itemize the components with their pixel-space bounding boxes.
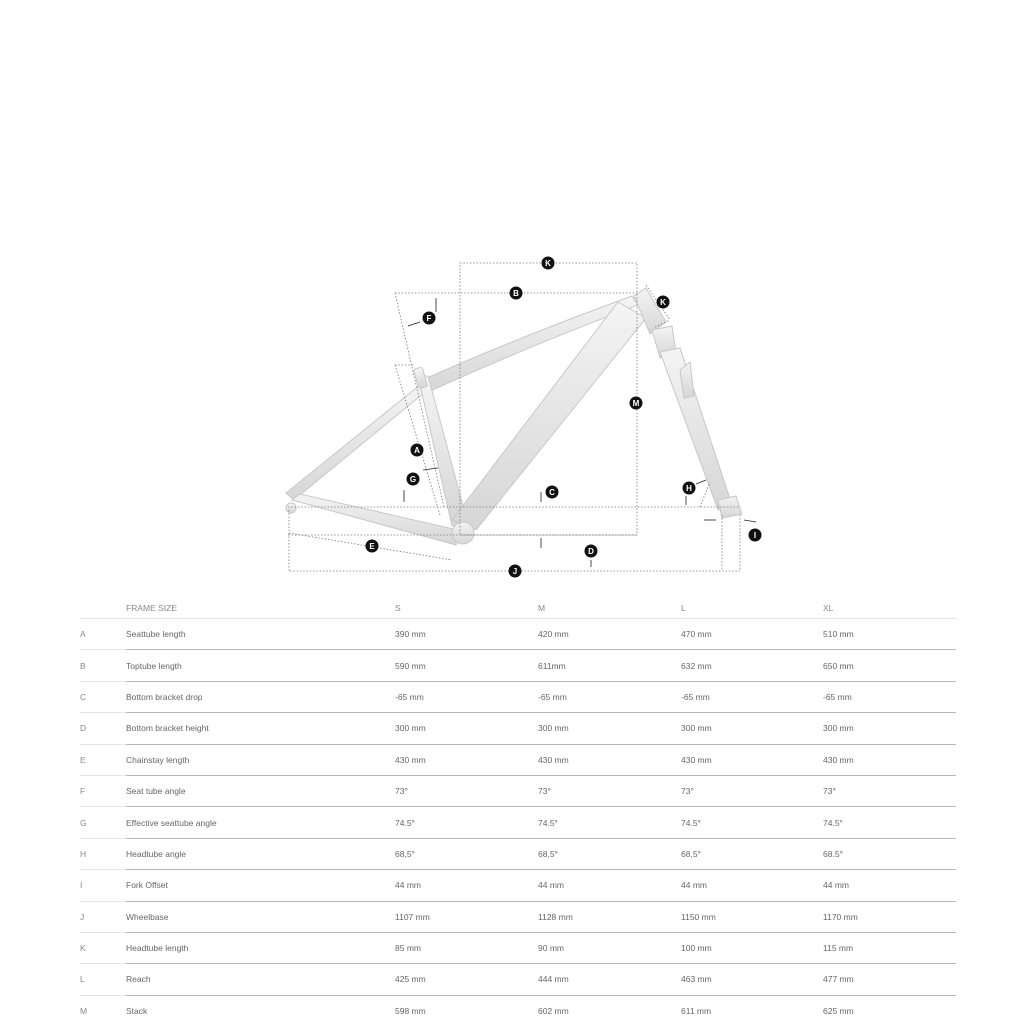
svg-text:E: E (369, 542, 375, 551)
row-name: Effective seattube angle (126, 807, 395, 838)
row-name: Seat tube angle (126, 775, 395, 806)
svg-text:C: C (549, 488, 555, 497)
table-row (80, 713, 956, 744)
row-value-m: 73° (538, 775, 681, 806)
row-value-l: 1150 mm (681, 901, 823, 932)
marker-F (423, 312, 436, 325)
table-row (80, 870, 956, 901)
row-value-s: 44 mm (395, 870, 538, 901)
table-row (80, 932, 956, 963)
svg-text:I: I (753, 531, 757, 540)
row-key: K (80, 932, 126, 963)
marker-G (407, 473, 420, 486)
row-value-l: 470 mm (681, 619, 823, 650)
table-row (80, 901, 956, 932)
marker-D (585, 545, 598, 558)
row-key: C (80, 681, 126, 712)
row-key: A (80, 619, 126, 650)
row-name: Reach (126, 964, 395, 995)
row-value-m: 430 mm (538, 744, 681, 775)
dimension-lines (288, 263, 740, 571)
row-value-m: -65 mm (538, 681, 681, 712)
table-row (80, 995, 956, 1026)
svg-text:G: G (409, 475, 417, 484)
row-value-l: 463 mm (681, 964, 823, 995)
table-row (80, 619, 956, 650)
marker-H (683, 482, 696, 495)
row-name: Headtube length (126, 932, 395, 963)
row-value-s: 73° (395, 775, 538, 806)
marker-B (510, 287, 523, 300)
row-value-xl: 74.5° (823, 807, 956, 838)
row-value-m: 444 mm (538, 964, 681, 995)
row-value-l: 44 mm (681, 870, 823, 901)
row-value-xl: 73° (823, 775, 956, 806)
row-name: Stack (126, 1005, 148, 1016)
row-key: B (80, 650, 126, 681)
seat-clamp (414, 367, 428, 389)
marker-M (630, 397, 643, 410)
marker-K (657, 296, 670, 309)
row-name: Chainstay length (126, 744, 395, 775)
marker-A (411, 444, 424, 457)
table-row (80, 775, 956, 806)
row-name: Seattube length (126, 619, 395, 650)
row-value-s: 590 mm (395, 650, 538, 681)
row-value-m: 68,5° (538, 838, 681, 869)
row-value-xl: 625 mm (823, 1005, 854, 1016)
bottom-bracket (452, 522, 474, 544)
row-value-xl: -65 mm (823, 681, 956, 712)
row-value-xl: 430 mm (823, 744, 956, 775)
marker-L (542, 257, 555, 270)
row-key: D (80, 713, 126, 744)
row-value-s: 598 mm (395, 1005, 426, 1016)
row-value-s: 74.5° (395, 807, 538, 838)
marker-E (366, 540, 379, 553)
row-name: Wheelbase (126, 901, 395, 932)
row-value-m: 420 mm (538, 619, 681, 650)
marker-C (546, 486, 559, 499)
header-size-xl: XL (823, 598, 956, 619)
row-value-s: 68,5° (395, 838, 538, 869)
row-value-l: 73° (681, 775, 823, 806)
header-key (80, 598, 126, 619)
marker-J (509, 565, 522, 578)
row-value-l: 430 mm (681, 744, 823, 775)
table-row (80, 964, 956, 995)
row-value-l: 74.5° (681, 807, 823, 838)
row-name: Toptube length (126, 650, 395, 681)
row-key: E (80, 744, 126, 775)
svg-text:K: K (545, 259, 551, 268)
svg-text:A: A (414, 446, 420, 455)
svg-text:K: K (660, 298, 666, 307)
row-name: Bottom bracket height (126, 713, 395, 744)
svg-text:D: D (588, 547, 594, 556)
table-row (80, 681, 956, 712)
table-header-row (80, 598, 956, 619)
row-value-l: -65 mm (681, 681, 823, 712)
row-value-xl: 44 mm (823, 870, 956, 901)
row-value-m: 1128 mm (538, 901, 681, 932)
header-size-s: S (395, 598, 538, 619)
seat-stay (286, 384, 425, 500)
svg-text:F: F (426, 314, 432, 323)
row-value-l: 611 mm (681, 1005, 712, 1016)
marker-I (749, 529, 762, 542)
row-value-s: 300 mm (395, 713, 538, 744)
row-name: Bottom bracket drop (126, 681, 395, 712)
row-value-m: 602 mm (538, 1005, 569, 1016)
row-value-xl: 477 mm (823, 964, 956, 995)
row-key: I (80, 870, 126, 901)
row-value-m: 611mm (538, 650, 681, 681)
row-value-xl: 1170 mm (823, 901, 956, 932)
row-value-s: -65 mm (395, 681, 538, 712)
table-row (80, 744, 956, 775)
row-value-xl: 68.5° (823, 838, 956, 869)
row-value-s: 430 mm (395, 744, 538, 775)
table-row (80, 838, 956, 869)
row-name: Headtube angle (126, 838, 395, 869)
row-key: J (80, 901, 126, 932)
row-value-xl: 300 mm (823, 713, 956, 744)
header-size-m: M (538, 598, 681, 619)
row-value-s: 425 mm (395, 964, 538, 995)
row-value-l: 68,5° (681, 838, 823, 869)
fork-leg (660, 348, 732, 510)
row-value-m: 300 mm (538, 713, 681, 744)
row-value-s: 390 mm (395, 619, 538, 650)
table-row (80, 807, 956, 838)
row-key: L (80, 964, 126, 995)
chain-stay (292, 494, 458, 545)
row-name: Fork Offset (126, 870, 395, 901)
row-value-l: 300 mm (681, 713, 823, 744)
row-value-m: 74.5° (538, 807, 681, 838)
header-frame-size: FRAME SIZE (126, 598, 395, 619)
row-key: G (80, 807, 126, 838)
row-value-xl: 115 mm (823, 932, 956, 963)
geometry-table (80, 598, 956, 1026)
row-key: H (80, 838, 126, 869)
row-value-m: 44 mm (538, 870, 681, 901)
header-size-l: L (681, 598, 823, 619)
bike-frame (286, 288, 742, 545)
row-value-l: 100 mm (681, 932, 823, 963)
svg-text:H: H (686, 484, 692, 493)
row-key: F (80, 775, 126, 806)
row-key: M (80, 1005, 88, 1016)
row-value-l: 632 mm (681, 650, 823, 681)
row-value-s: 85 mm (395, 932, 538, 963)
row-value-m: 90 mm (538, 932, 681, 963)
rear-dropout (286, 503, 296, 513)
svg-text:B: B (513, 289, 519, 298)
row-value-s: 1107 mm (395, 901, 538, 932)
svg-text:J: J (512, 567, 518, 576)
row-value-xl: 650 mm (823, 650, 956, 681)
row-value-xl: 510 mm (823, 619, 956, 650)
svg-text:M: M (632, 399, 640, 408)
table-row (80, 650, 956, 681)
